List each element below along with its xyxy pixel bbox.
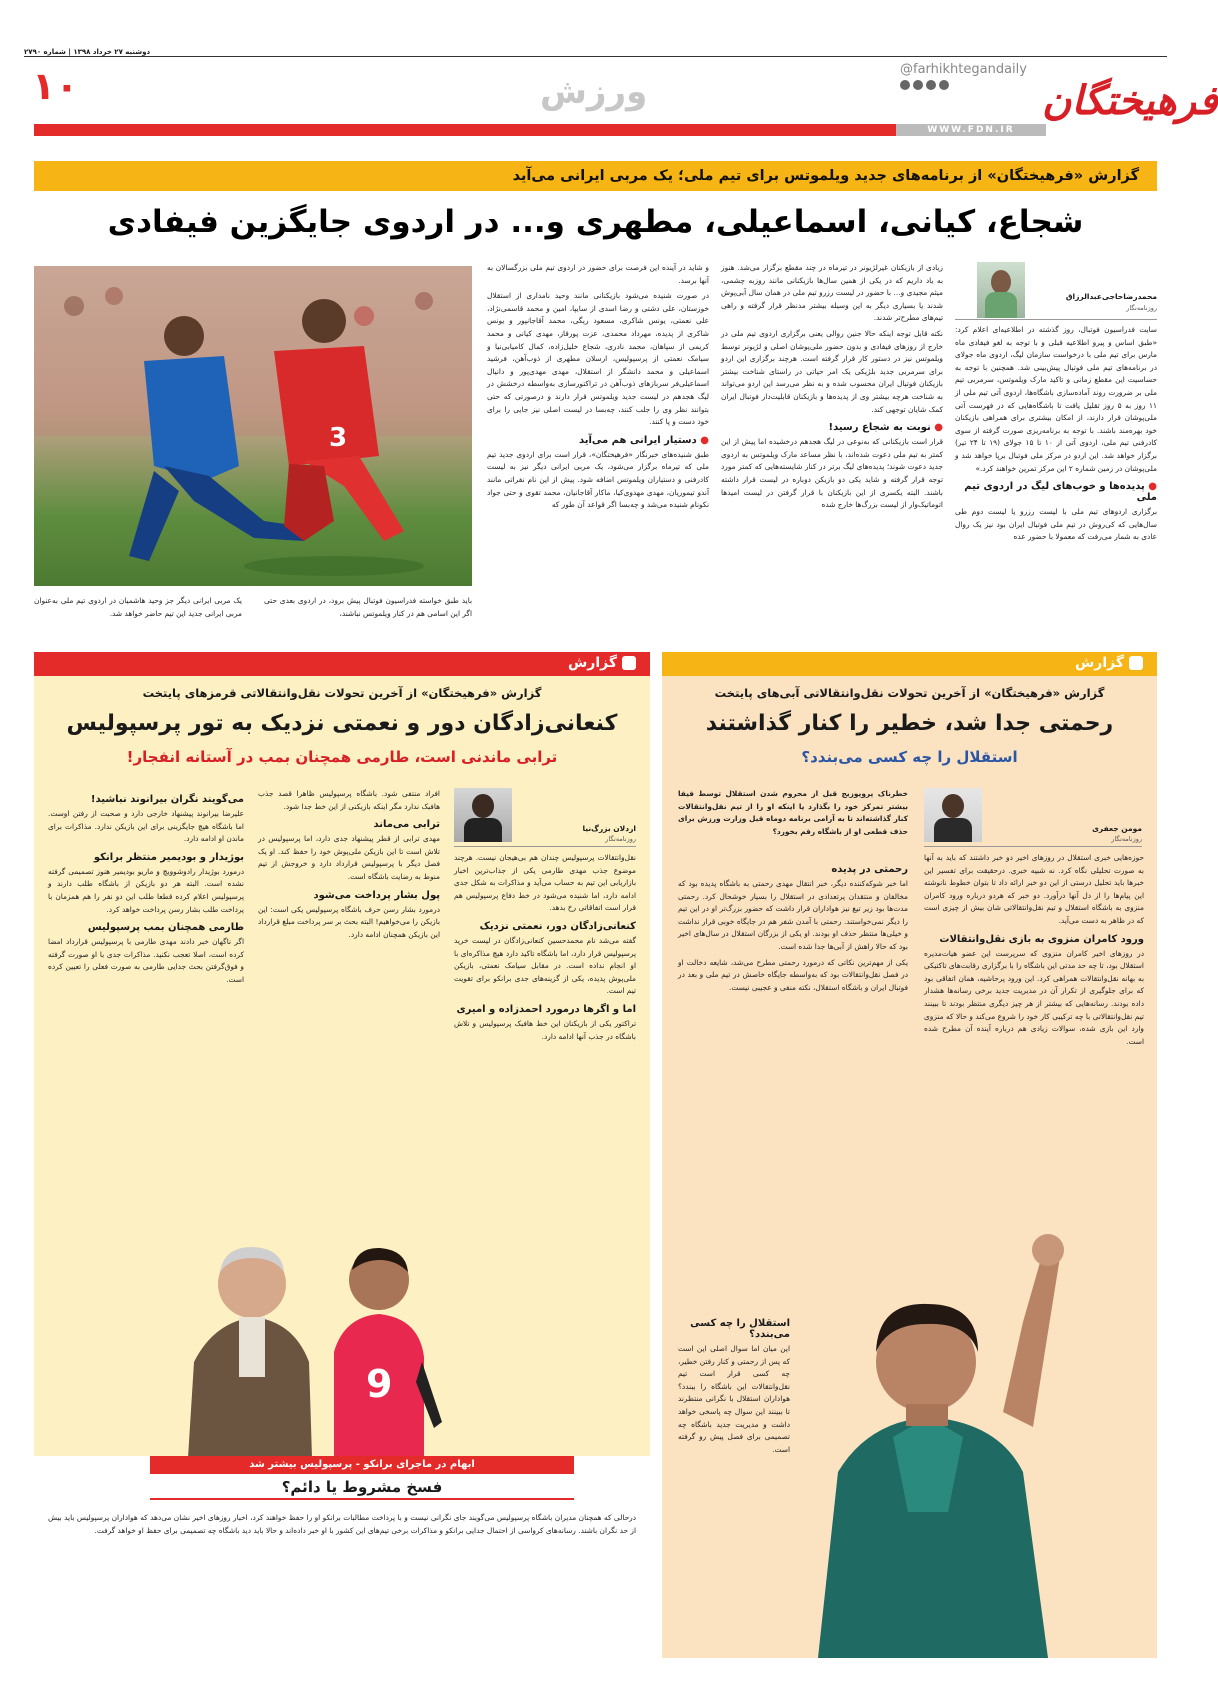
football-match-photo: [34, 266, 472, 586]
paragraph: زیادی از بازیکنان غیرلژیونر در تیرماه در چند مقطع برگزار می‌شد. هنوز به یاد داریم که در یکی از همین سال‌ها بازیکنانی مانند روزبه چشمی، میثم مجیدی و... با حضور در لیست رزرو تیم ملی در همان سال آبی‌پوش شدند یا بسیاری دیگر به این وسیله بیشتر مدنظر قرار گرفته و راهی تیم‌های مطرح‌تر شدند.: [721, 263, 943, 323]
author-name: مومن جعفری: [1092, 824, 1142, 833]
box-kicker: گزارش «فرهیختگان» از آخرین تحولات نقل‌وانتقالاتی آبی‌های پایتخت: [714, 686, 1105, 700]
paragraph: گفته می‌شد نام محمدحسین کنعانی‌زادگان در لیست خرید پرسپولیس قرار دارد، اما باشگاه تاکید دارد هیچ مذاکره‌ای با او انجام نداده است. در مقابل سیامک نعمتی، بازیکن ملی‌پوش پدیده، یکی از گزینه‌های جدی برانکو برای تقویت تیم است.: [454, 935, 636, 996]
author-divider: [454, 846, 636, 847]
social-handle[interactable]: @farhikhtegandaily: [900, 62, 1027, 77]
issue-line: دوشنبه ۲۷ خرداد ۱۳۹۸ | شماره ۲۷۹۰: [24, 48, 151, 56]
box-label-text: گزارش: [567, 655, 617, 671]
paragraph: درمورد بوژیدار رادوشوویچ و ماریو بودیمیر هنوز تصمیمی گرفته نشده است. البته هر دو بازیکن از باشگاه طلب دارند و پرسپولیس اعلام کرده قطعا طلب این دو نفر را هم همزمان با پرداخت طلب بشار رسن پرداخت خواهد کرد.: [48, 866, 244, 914]
box-subheadline: استقلال را چه کسی می‌بندد؟: [801, 748, 1018, 766]
subheading: اما و اگرها درمورد احمدزاده و امیری: [456, 1003, 636, 1015]
top-story-kicker: گزارش «فرهیختگان» از برنامه‌های جدید ویلموتس برای تیم ملی؛ یک مربی ایرانی می‌آید: [34, 161, 1157, 191]
box-lead: خطرناک پروپوزیج قبل از محروم شدن استقلال توسط فیفا بیشتر تمرکز خود را بگذارد یا اینکه او را از تیم نقل‌وانتقالات کنار گذاشته‌اند تا به آرامی برنامه دوماه قبل وزارت ورزش برای حذف قطعی او از باشگاه رقم بخورد؟: [678, 789, 908, 836]
subheading-text: نوبت به شجاع رسید!: [828, 422, 931, 434]
paragraph: افراد منتفی شود. باشگاه پرسپولیس ظاهرا قصد جذب هافبک ندارد مگر اینکه بازیکنی از این خط جدا شود.: [258, 789, 440, 811]
author-divider: [955, 319, 1157, 320]
football-match-illustration: [34, 266, 472, 586]
paragraph: طبق شنیده‌های خبرنگار «فرهیختگان»، قرار است برای اردوی جدید تیم ملی که تیرماه برگزار می‌شود، یک مربی ایرانی دیگر نیز به لیست کادرفنی و دستیاران ویلموتس اضافه شود. پیش از این نام نفراتی مانند آندو تیموریان، مهدی مهدوی‌کیا، ماکار آقاجانیان، محمد تقوی و حتی جواد نکونام شنیده می‌شد و چه‌بسا اگر قواعد آن طور که: [487, 449, 709, 510]
top-col-3: [487, 262, 709, 630]
box-label: [568, 655, 636, 671]
box-kicker: گزارش «فرهیختگان» از آخرین تحولات نقل‌وانتقالاتی قرمزهای پایتخت: [142, 686, 542, 700]
paragraph: درمورد بشار رسن حرف باشگاه پرسپولیس یکی است: این بازیکن را می‌خواهیم! البته بحث بر سر پرداخت مبلغ قرارداد این بازیکن همچنان ادامه دارد.: [258, 904, 440, 939]
header-rule: [24, 56, 1167, 57]
subheading: طارمی همچنان بمب پرسپولیس: [87, 922, 244, 934]
paragraph: علیرضا بیرانوند پیشنهاد خارجی دارد و صحبت از رفتن اوست. اما باشگاه هیچ جایگزینی برای این بازیکن ندارد. مذاکرات برای ماندن او ادامه دارد.: [48, 809, 244, 844]
box-label-bar: [662, 652, 1157, 676]
section-title: ورزش: [540, 72, 648, 112]
box-col-b-lower: [678, 1312, 790, 1632]
box-label: [1075, 655, 1143, 671]
report-icon: [1129, 656, 1143, 670]
page-number: ۱۰: [32, 64, 79, 108]
branko-box: [34, 1456, 650, 1658]
paragraph: یکی از مهم‌ترین نکاتی که درمورد رحمتی مطرح می‌شد، شایعه دخالت او در فصل نقل‌وانتقالات بود که به‌واسطه جایگاه خاصش در تیم ملی و بعد در فوتبال ایران و باشگاه استقلال، نکته منفی و عجیبی نیست.: [678, 957, 908, 992]
box-label-bar: [34, 652, 650, 676]
paragraph: این میان اما سوال اصلی این است که پس از رحمتی و کنار رفتن خطیر، چه کسی قرار است تیم نقل‌وانتقالات این باشگاه را ببندد؟ هواداران استقلال با نگرانی منتظرند تا ببینند این سوال چه پاسخی خواهد داشت و مدیریت جدید باشگاه چه تصمیمی برای فصل پیش رو گرفته است.: [678, 1344, 790, 1454]
box-headline: رحمتی جدا شد، خطیر را کنار گذاشتند: [705, 711, 1114, 736]
box-label-text: گزارش: [1074, 655, 1124, 671]
rahmati-photo: [798, 1212, 1066, 1658]
top-col-1: [955, 324, 1157, 630]
subheading: کنعانی‌زادگان دور، نعمتی نزدیک: [479, 920, 636, 932]
subheading: [955, 481, 1157, 503]
subheading: می‌گویند نگران بیرانوند نباشید!: [90, 794, 244, 805]
subheading: [487, 435, 709, 446]
esteghlal-report-box: [662, 652, 1157, 1658]
author-photo: [977, 262, 1025, 318]
newspaper-logo: فرهیختگان: [1042, 78, 1218, 124]
paragraph: حوزه‌هایی خبری استقلال در روزهای اخیر دو خبر داشتند که باید به آنها به صورت تحلیلی نگاه کرد. نه شبیه خبری. درحقیقت برای تفسیر این خبرها باید تحلیل درستی از این دو خبر ارائه داد تا بتوان خطوط نانوشته این پیام‌ها را از دل آنها درآورد. دو خبر که هردو درباره ورود کامران منزوی به باشگاه استقلال و تیم نقل‌وانتقالاتی شان بیش از چیزی است که در ظاهر به دست می‌آید.: [924, 853, 1144, 925]
box-col-b: [258, 788, 440, 1188]
paragraph: نکته قابل توجه اینکه حالا جنین روالی یعنی برگزاری اردوی تیم ملی در خارج از روزهای فیفادی و بدون حضور ملی‌پوشان اصلی و لژیونر توسط ویلموتس نیز در دستور کار قرار گرفته است. هرچند برگزاری این اردو برای سرمربی جدید بلژیکی یک امر حیاتی در راستای شناخت بیشتر بازیکنان فوتبال ایران محسوب شده و به نظر می‌رسد این اردو می‌تواند به شناخت هرچه بیشتر وی از پدیده‌ها و بازیکنان قابلیت‌دار فوتبال ایران کمک شایان توجهی کند.: [721, 328, 943, 414]
paragraph: تراکتور یکی از بازیکنان این خط هافبک پرسپولیس و تلاش باشگاه در جذب آنها ادامه دارد.: [454, 1018, 636, 1041]
author-photo: [924, 788, 982, 842]
website-url[interactable]: WWW.FDN.IR: [896, 124, 1046, 136]
subheading: استقلال را چه کسی می‌بندد؟: [690, 1318, 790, 1340]
instagram-icon[interactable]: [900, 80, 910, 90]
aparat-icon[interactable]: [939, 80, 949, 90]
svg-text:9: 9: [366, 1362, 393, 1406]
svg-text:3: 3: [329, 423, 348, 453]
box-subheadline: ترابی ماندنی است، طارمی همچنان بمب در آستانه انفجار!: [126, 748, 558, 766]
author-divider: [924, 846, 1142, 847]
subheading: رحمتی در پدیده: [831, 864, 908, 875]
subheading-text: دستیار ایرانی هم می‌آید: [578, 434, 697, 446]
author-photo: [454, 788, 512, 842]
subheading: پول بشار پرداخت می‌شود: [313, 889, 440, 901]
subheading-text: پدیده‌ها و خوب‌های لیگ در اردوی تیم ملی: [964, 481, 1157, 504]
subheading: [721, 422, 943, 433]
box-col-a-lower-wrap: [1066, 1432, 1144, 1652]
header-red-bar: [34, 124, 896, 136]
author-role: روزنامه‌نگار: [1111, 835, 1142, 843]
photo-caption-left: یک مربی ایرانی دیگر جز وحید هاشمیان در اردوی تیم ملی به‌عنوان مربی ایرانی جدید این تیم حاضر خواهد شد.: [34, 596, 242, 618]
paragraph: اگر ناگهان خبر دادند مهدی طارمی با پرسپولیس قرارداد امضا کرده است، اصلا تعجب نکنید. مذاکرات جدی با او صورت گرفته و فوق‌گرفتن بحث جدایی طارمی به صورت فعلی را تعیین کرده است.: [48, 937, 244, 984]
branko-banner: ابهام در ماجرای برانکو - پرسپولیس بیشتر شد: [150, 1456, 574, 1474]
branko-title: فسخ مشروط یا دائم؟: [150, 1474, 574, 1500]
author-role: روزنامه‌نگار: [1126, 304, 1157, 312]
paragraph: مهدی ترابی از قطر پیشنهاد جدی دارد، اما پرسپولیس در تلاش است تا این بازیکن ملی‌پوش خود را حفظ کند. او یک فصل دیگر با پرسپولیس قرارداد دارد و خروجش از تیم منوط به رضایت باشگاه است.: [258, 834, 440, 881]
top-story-headline: شجاع، کیانی، اسماعیلی، مطهری و... در اردوی جایگزین فیفادی: [107, 204, 1084, 240]
subheading: ورود کامران منزوی به بازی نقل‌وانتقالات: [939, 933, 1144, 945]
report-icon: [622, 656, 636, 670]
author-name: اردلان بزرگ‌نیا: [582, 824, 636, 833]
bullet-icon: ●: [930, 422, 943, 434]
paragraph: و شاید در آینده این فرصت برای حضور در اردوی تیم ملی بزرگسالان به آنها برسد.: [487, 263, 709, 285]
paragraph: در صورت شنیده می‌شود بازیکنانی مانند وحید نامداری از استقلال خوزستان، علی دشتی و رضا اسدی از سایپا، امین و محمد قاسمی‌نژاد، علی نعمتی، یونس شاکری، مسعود ریگی، محمد آقاجانپور و یونس شاکری از پدیده، مهرداد محمدی، عزت پورقاز، مهدی کیانی و محمد کریمی از سپاهان، محمد نادری، شجاع خلیل‌زاده، کمال کامیابی‌نیا و سیامک نعمتی از پرسپولیس، ارسلان مطهری از ذوب‌آهن، فرشید اسماعیلی و محمد دانشگر از استقلال، مهدی مهدی‌پور و دانیال اسماعیلی‌فر سربازهای ذوب‌آهن در تراکتورسازی به‌واسطه درخشش در لیگ هجدهم در لیست جدید ویلموتس قرار دارند و درصورتی که حتی بتوانند نظر وی را جلب کنند، چه‌بسا در لیست اصلی نیز جایی را برای خود دست و پا کنند.: [487, 291, 709, 427]
paragraph: اما خبر شوکه‌کننده دیگر، خبر انتقال مهدی رحمتی به باشگاه پدیده بود که مخالفان و منتقدان پرتعدادی در استقلال را بسیار خوشحال کرد. رحمتی مدت‌ها بود زیر تیغ نیز هواداران قرار داشت که حضور بزرگ‌تر او در این تیم را دیگر نمی‌خواستند. رحمتی با آمدن شفر هم در جایگاه خوبی قرار نداشت و خیلی‌ها منتظر حذف او بودند. او یکی از بزرگان استقلال در سال‌های اخیر بود که حالا راهش از آبی‌ها جدا شده است.: [678, 879, 908, 951]
telegram-icon[interactable]: [926, 80, 936, 90]
paragraph: برگزاری اردوهای تیم ملی با لیست رزرو یا لیست دوم طی سال‌هایی که کی‌روش در تیم ملی فوتبال ایران بود نیز یک روال عادی به شمار می‌رفت که معمولا با حضور عده: [955, 507, 1157, 542]
top-author-block: [955, 262, 1157, 318]
top-col-2: [721, 262, 943, 630]
paragraph: در روزهای اخیر کامران منزوی که سرپرست این عضو هیات‌مدیره استقلال بود، تا چه حد مدتی این باشگاه را با برگزاری رقابت‌های تاکتیکی به بهانه نقل‌وانتقالات همراهی کرد. این ورود پرحاشیه، همان اتفاقی بود که برای جلوگیری از تکرار آن در مدیریت جدید برخی رسانه‌ها هشدار داده بودند. رسانه‌هایی که بیشتر از هر چیز دیگری منتظر بودند تا ببینند تیم نقل‌وانتقالاتی با چه ترکیبی کار خود را شروع می‌کند و حالا که منزوی وارد این بازی شده، سوالات زیادی هم درباره آینده آن مطرح شده است.: [924, 948, 1144, 1046]
branko-body: درحالی که همچنان مدیران باشگاه پرسپولیس می‌گویند جای نگرانی نیست و با پرداخت مطالبات برانکو او را حفظ خواهند کرد، اخبار روزهای اخیر نشان می‌دهد که هواداران پرسپولیس باید بیش از حد نگران باشند. رسانه‌های کرواسی از احتمال جدایی برانکو و مذاکرات برخی تیم‌های این کشور با او خبر داده‌اند و حالا باید دید باشگاه چه تصمیمی برای حفظ او خواهد گرفت.: [48, 1513, 636, 1535]
author-name: محمدرضاحاجی‌عبدالرزاق: [1065, 292, 1157, 301]
paragraph: سایت فدراسیون فوتبال، روز گذشته در اطلاعیه‌ای اعلام کرد: «طبق اساس و پیرو اطلاعیه قبلی و با توجه به لغو فیفادی ماه مارس برای تیم ملی با درخواست سازمان لیگ، اردوی ماه جولای در برنامه‌های تیم ملی فوتبال پیش‌بینی شد. همچنین با توجه به حساسیت این مقطع زمانی و تاکید مارک ویلموتس، سرمربی تیم ملی بر ضرورت روند آماده‌سازی باشگاه‌ها، اردوی آتی تیم ملی از ۱۱ روز به ۵ روز تقلیل یافت تا باشگاه‌هایی که در فهرست آتی ملی‌پوشان قرار دارند، از امکان بیشتری برای همراهی بازیکنان خود بهره‌مند باشند. با توجه به برنامه‌ریزی صورت گرفته از سوی کادرفنی تیم ملی، اردوی آتی از ۱۰ تا ۱۵ جولای (۱۹ تا ۲۴ تیر) برگزار خواهد شد. این اردو در مرکز ملی فوتبال برپا خواهد شد و ملی‌پوشان در زمین شماره ۲ این مرکز تمرین خواهند کرد.»: [955, 325, 1158, 473]
subheading: بوژیدار و بودیمیر منتظر برانکو: [93, 851, 244, 863]
box-col-a: [454, 852, 636, 1412]
paragraph: قرار است بازیکنانی که به‌نوعی در لیگ هجدهم درخشیده اما پیش از این کمتر به تیم ملی دعوت شده‌اند، با نظر مساعد مارک ویلموتس به اردوی جدید دعوت شوند؛ پدیده‌های لیگ برتر در کنار شایسته‌هایی که کمتر مورد توجه قرار گرفته و شاید یکی دو بازیکن دوباره در لیست قرار داشته باشند. البته یکسری از این بازیکنان با قرار گرفتن در لیست امیدها اتوماتیک‌وار از لیست بزرگ‌ها خارج شده: [721, 437, 943, 510]
twitter-icon[interactable]: [913, 80, 923, 90]
bullet-icon: ●: [1144, 481, 1157, 493]
box-headline: کنعانی‌زادگان دور و نعمتی نزدیک به تور پرسپولیس: [66, 711, 618, 736]
paragraph: نقل‌وانتقالات پرسپولیس چندان هم بی‌هیجان نیست. هرچند موضوع جذب مهدی طارمی یکی از جذاب‌ترین اخبار بازاریابی این تیم به حساب می‌آید و مذاکرات به شکل جدی ادامه دارد، اما شنیده می‌شود در خط دفاع پرسپولیس هم قرار است اتفاقاتی رخ بدهد.: [454, 853, 636, 913]
author-role: روزنامه‌نگار: [605, 835, 636, 843]
social-icons: [900, 80, 949, 90]
photo-caption-right: باید طبق خواسته فدراسیون فوتبال پیش برود، در اردوی بعدی حتی اگر این اسامی هم در کنار ویلموتس نباشند،: [264, 596, 472, 618]
subheading: ترابی می‌ماند: [373, 819, 440, 831]
goalkeeper-illustration: [798, 1212, 1066, 1658]
bullet-icon: ●: [696, 434, 709, 446]
